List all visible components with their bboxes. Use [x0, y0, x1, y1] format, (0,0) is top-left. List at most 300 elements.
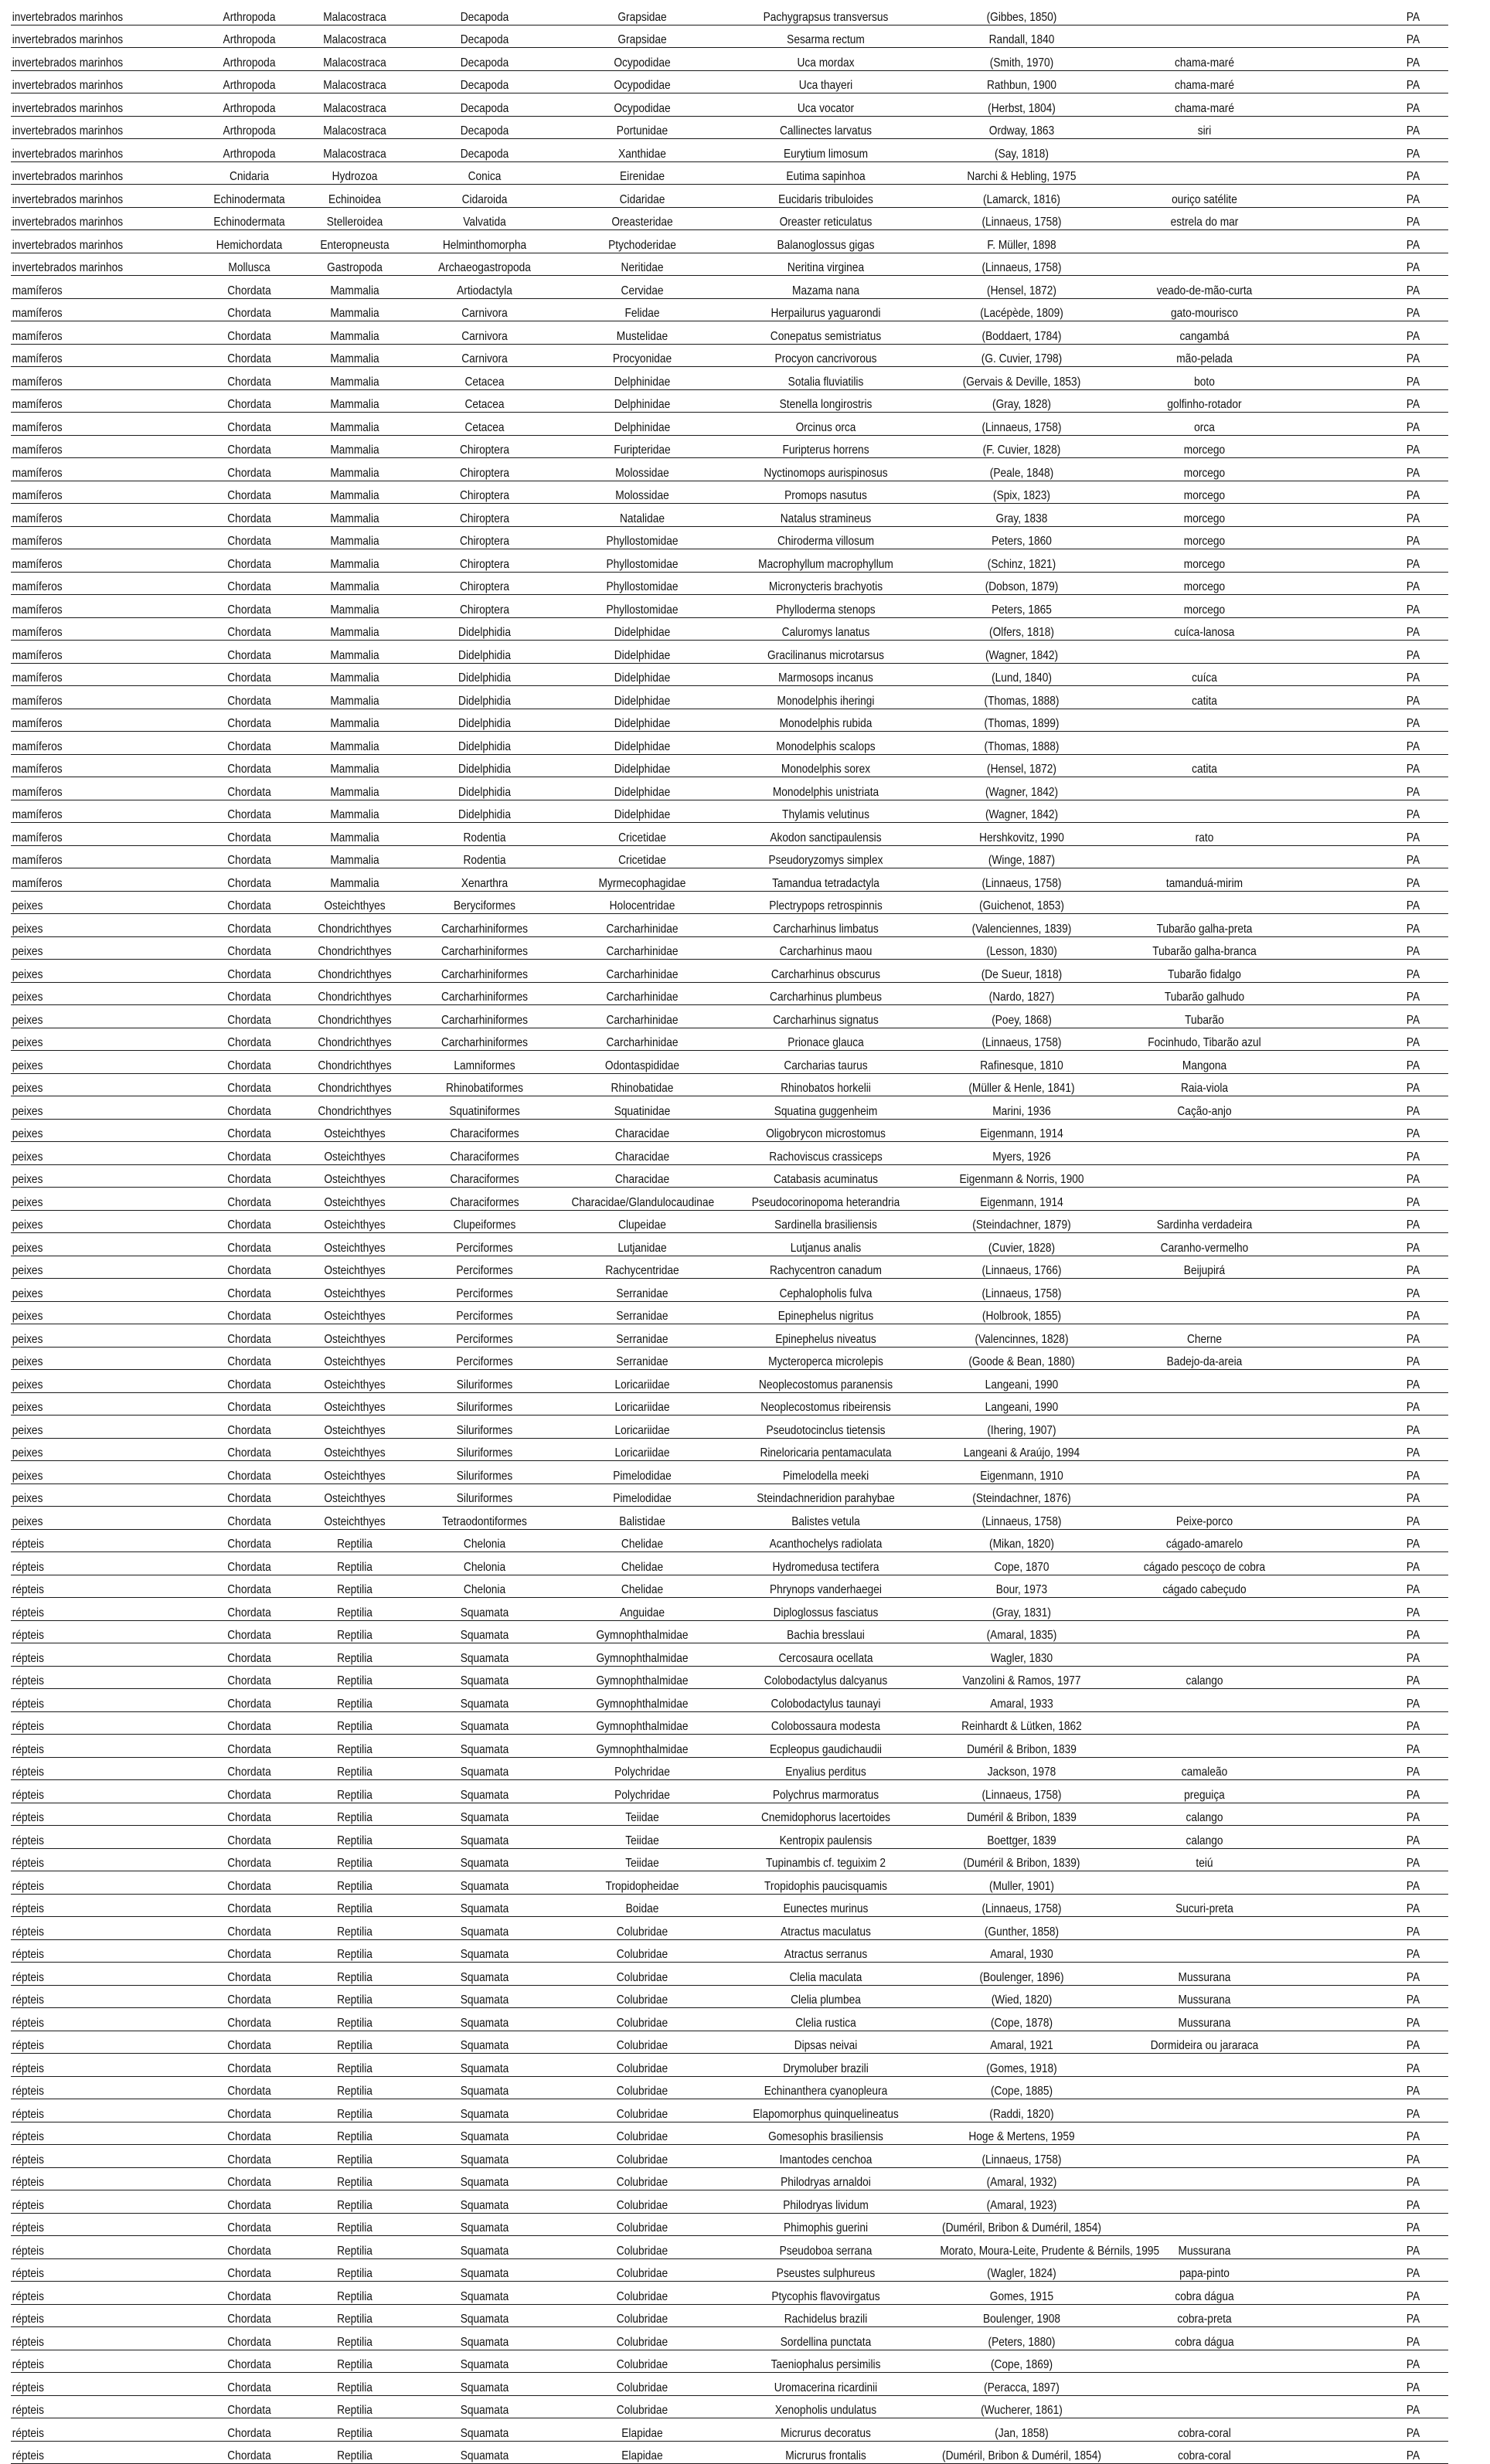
table-cell: PA [1382, 1461, 1444, 1484]
table-row [11, 1985, 1448, 2008]
table-cell: PA [1382, 93, 1444, 117]
table-cell: cágado pescoço de cobra [1127, 1552, 1283, 1575]
table-cell: Micronycteris brachyotis [736, 572, 915, 595]
table-cell: Holocentridae [570, 891, 715, 914]
table-cell: Squamata [418, 1643, 551, 1667]
table-cell: Reptilia [307, 1985, 402, 2008]
table-cell: Ocypodidae [570, 70, 715, 93]
table-cell: Osteichthyes [307, 1438, 402, 1461]
table-cell: Rachycentridae [570, 1256, 715, 1279]
table-cell: Didelphidae [570, 686, 715, 709]
table-cell: Mammalia [307, 663, 402, 686]
table-cell: Serranidae [570, 1347, 715, 1370]
table-row [11, 1233, 1448, 1256]
table-cell: Atractus serranus [736, 1939, 915, 1963]
table-cell [1298, 1826, 1373, 1849]
table-cell: Squamata [418, 2213, 551, 2236]
table-cell: PA [1382, 686, 1444, 709]
table-cell: Chordata [204, 1643, 294, 1667]
table-cell: PA [1382, 1164, 1444, 1188]
table-cell: Valvatida [418, 207, 551, 230]
table-row [11, 641, 1448, 664]
table-cell: (Muller, 1901) [939, 1871, 1105, 1895]
table-row [11, 1279, 1448, 1302]
table-cell: Mammalia [307, 845, 402, 868]
table-cell: Caluromys lanatus [736, 617, 915, 641]
table-cell: Carcharhinus limbatus [736, 914, 915, 937]
table-cell: PA [1382, 2213, 1444, 2236]
table-cell: mamíferos [11, 389, 175, 413]
table-cell: mamíferos [11, 435, 175, 458]
table-cell: Reptilia [307, 2395, 402, 2418]
table-cell: Rodentia [418, 823, 551, 846]
table-cell: Didelphidia [418, 686, 551, 709]
table-cell [1127, 1416, 1283, 1439]
table-cell: Didelphidae [570, 777, 715, 800]
table-row [11, 2213, 1448, 2236]
table-cell: Ocypodidae [570, 93, 715, 117]
table-cell: Promops nasutus [736, 481, 915, 504]
table-cell: (Lesson, 1830) [939, 936, 1105, 960]
table-cell: Diploglossus fasciatus [736, 1598, 915, 1621]
table-cell: Chordata [204, 1871, 294, 1895]
table-cell: PA [1382, 2304, 1444, 2327]
table-cell [1298, 960, 1373, 983]
table-row [11, 2167, 1448, 2190]
table-cell: Osteichthyes [307, 1164, 402, 1188]
table-cell: Cercosaura ocellata [736, 1643, 915, 1667]
table-cell: Reptilia [307, 2008, 402, 2031]
table-cell: Reptilia [307, 2350, 402, 2373]
table-cell: Didelphidae [570, 754, 715, 777]
table-cell: calango [1127, 1803, 1283, 1826]
table-cell: Herpailurus yaguarondi [736, 298, 915, 321]
table-cell: PA [1382, 1392, 1444, 1416]
table-cell: Chordata [204, 344, 294, 367]
table-cell: (Lacépède, 1809) [939, 298, 1105, 321]
table-cell: Didelphidia [418, 800, 551, 823]
table-cell [1298, 800, 1373, 823]
table-row [11, 230, 1448, 253]
table-cell: Ordway, 1863 [939, 116, 1105, 139]
table-cell: peixes [11, 1416, 175, 1439]
table-cell [1127, 1871, 1283, 1895]
table-row [11, 25, 1448, 48]
table-cell: Boulenger, 1908 [939, 2304, 1105, 2327]
table-cell: Rodentia [418, 845, 551, 868]
table-cell: Echinanthera cyanopleura [736, 2076, 915, 2099]
table-cell: mamíferos [11, 617, 175, 641]
table-cell: (Amaral, 1932) [939, 2167, 1105, 2190]
table-cell: Mammalia [307, 732, 402, 755]
table-cell [1298, 2, 1373, 25]
table-cell: Chordata [204, 435, 294, 458]
table-cell: Colubridae [570, 1939, 715, 1963]
table-cell: répteis [11, 1735, 175, 1758]
table-cell: Carcharhinidae [570, 936, 715, 960]
table-cell: (Smith, 1970) [939, 48, 1105, 71]
table-cell: Procyonidae [570, 344, 715, 367]
table-cell: Chordata [204, 2076, 294, 2099]
table-cell: Delphinidae [570, 367, 715, 390]
table-cell [1298, 1301, 1373, 1324]
table-cell: peixes [11, 1096, 175, 1120]
table-cell [1127, 2122, 1283, 2145]
table-cell: Prionace glauca [736, 1028, 915, 1051]
table-cell: Chordata [204, 2008, 294, 2031]
table-row [11, 93, 1448, 117]
table-cell: Tetraodontiformes [418, 1507, 551, 1530]
table-cell: Osteichthyes [307, 1256, 402, 1279]
table-cell: Reptilia [307, 2327, 402, 2350]
table-cell: Squamata [418, 2099, 551, 2122]
table-cell: mamíferos [11, 823, 175, 846]
table-cell: cobra dágua [1127, 2327, 1283, 2350]
table-cell: Cricetidae [570, 845, 715, 868]
table-cell: mamíferos [11, 549, 175, 573]
table-cell: PA [1382, 1689, 1444, 1712]
table-cell [1298, 276, 1373, 299]
table-row [11, 2031, 1448, 2054]
table-cell: Osteichthyes [307, 1279, 402, 1302]
table-cell: (Wagler, 1824) [939, 2258, 1105, 2282]
table-cell: PA [1382, 481, 1444, 504]
table-cell: Reptilia [307, 2190, 402, 2214]
table-cell: PA [1382, 2054, 1444, 2077]
table-row [11, 1552, 1448, 1575]
table-cell: Gymnophthalmidae [570, 1735, 715, 1758]
table-cell: Peters, 1860 [939, 526, 1105, 549]
table-row [11, 1666, 1448, 1689]
table-cell: Perciformes [418, 1256, 551, 1279]
table-cell: Langeani, 1990 [939, 1370, 1105, 1393]
table-cell: Tubarão galhudo [1127, 982, 1283, 1005]
table-cell: PA [1382, 207, 1444, 230]
table-cell: Reptilia [307, 2258, 402, 2282]
table-cell: PA [1382, 595, 1444, 618]
table-cell: Elapidae [570, 2418, 715, 2442]
table-cell: mamíferos [11, 686, 175, 709]
table-cell: Chordata [204, 914, 294, 937]
table-cell: PA [1382, 1324, 1444, 1348]
table-cell: PA [1382, 1620, 1444, 1643]
table-cell: PA [1382, 1483, 1444, 1507]
table-row [11, 732, 1448, 755]
table-cell: Rachidelus brazili [736, 2304, 915, 2327]
table-cell [1298, 298, 1373, 321]
table-cell [1298, 641, 1373, 664]
table-cell: Chordata [204, 2236, 294, 2259]
table-cell: Chiroptera [418, 595, 551, 618]
table-cell: Serranidae [570, 1279, 715, 1302]
table-cell: Osteichthyes [307, 1347, 402, 1370]
table-row [11, 2418, 1448, 2442]
table-cell: Mammalia [307, 549, 402, 573]
table-cell: Malacostraca [307, 25, 402, 48]
table-cell: répteis [11, 1666, 175, 1689]
table-cell: PA [1382, 1803, 1444, 1826]
table-cell: Mustelidae [570, 321, 715, 345]
table-cell: Osteichthyes [307, 1233, 402, 1256]
table-cell: Echinodermata [204, 185, 294, 208]
table-cell [1127, 1142, 1283, 1165]
table-cell [1298, 1689, 1373, 1712]
table-cell: PA [1382, 1529, 1444, 1552]
table-cell: Chordata [204, 2282, 294, 2305]
table-cell: (Linnaeus, 1758) [939, 1894, 1105, 1917]
table-cell: PA [1382, 185, 1444, 208]
table-cell: Chordata [204, 1711, 294, 1735]
table-cell: Chelidae [570, 1575, 715, 1598]
table-cell: Chordata [204, 1370, 294, 1393]
table-cell: PA [1382, 754, 1444, 777]
table-cell [1298, 367, 1373, 390]
table-cell: répteis [11, 2054, 175, 2077]
table-cell: Macrophyllum macrophyllum [736, 549, 915, 573]
table-cell: Reptilia [307, 2282, 402, 2305]
table-cell: Taeniophalus persimilis [736, 2350, 915, 2373]
table-cell: Chelonia [418, 1552, 551, 1575]
table-cell: preguiça [1127, 1780, 1283, 1803]
table-cell: Boettger, 1839 [939, 1826, 1105, 1849]
table-cell: Chondrichthyes [307, 1096, 402, 1120]
table-cell: PA [1382, 800, 1444, 823]
table-row [11, 1711, 1448, 1735]
table-cell: Carcharhinidae [570, 960, 715, 983]
table-cell: Chiroptera [418, 504, 551, 527]
table-cell: (Wagner, 1842) [939, 641, 1105, 664]
table-cell [1298, 2441, 1373, 2464]
table-cell: Chordata [204, 298, 294, 321]
table-cell: Squatinidae [570, 1096, 715, 1120]
table-row [11, 276, 1448, 299]
table-cell [1127, 2145, 1283, 2168]
table-cell [1298, 230, 1373, 253]
table-cell: Characiformes [418, 1188, 551, 1211]
table-cell: Hydromedusa tectifera [736, 1552, 915, 1575]
table-cell: Squamata [418, 2031, 551, 2054]
table-cell: Didelphidae [570, 617, 715, 641]
table-cell: Boidae [570, 1894, 715, 1917]
table-cell [1298, 1483, 1373, 1507]
table-cell [1127, 1301, 1283, 1324]
table-cell: Chordata [204, 481, 294, 504]
table-cell: Chordata [204, 617, 294, 641]
table-cell: Sotalia fluviatilis [736, 367, 915, 390]
table-cell: PA [1382, 1735, 1444, 1758]
table-cell: Reptilia [307, 1939, 402, 1963]
table-row [11, 2373, 1448, 2396]
table-cell: Siluriformes [418, 1438, 551, 1461]
table-cell: Phimophis guerini [736, 2213, 915, 2236]
table-cell: Osteichthyes [307, 1507, 402, 1530]
table-cell: chama-maré [1127, 70, 1283, 93]
table-cell [1127, 1461, 1283, 1484]
table-cell: Chordata [204, 1598, 294, 1621]
table-cell: Reptilia [307, 2418, 402, 2442]
table-cell: Malacostraca [307, 139, 402, 162]
table-cell: siri [1127, 116, 1283, 139]
table-cell: Elapomorphus quinquelineatus [736, 2099, 915, 2122]
table-cell: PA [1382, 2122, 1444, 2145]
table-cell [1298, 1005, 1373, 1028]
table-cell: Colobossaura modesta [736, 1711, 915, 1735]
table-cell [1127, 2350, 1283, 2373]
table-cell [1298, 25, 1373, 48]
table-cell: (Wied, 1820) [939, 1985, 1105, 2008]
table-cell: (Nardo, 1827) [939, 982, 1105, 1005]
table-cell: PA [1382, 253, 1444, 276]
table-cell: Didelphidae [570, 732, 715, 755]
table-cell: (Thomas, 1899) [939, 709, 1105, 732]
table-cell: PA [1382, 914, 1444, 937]
table-cell [1298, 2008, 1373, 2031]
table-cell: Carcharhinus signatus [736, 1005, 915, 1028]
table-cell: Carcharhinus maou [736, 936, 915, 960]
table-cell: Eigenmann, 1914 [939, 1119, 1105, 1142]
table-row [11, 344, 1448, 367]
table-cell: (Gervais & Deville, 1853) [939, 367, 1105, 390]
table-cell: Decapoda [418, 25, 551, 48]
table-cell: Siluriformes [418, 1370, 551, 1393]
table-cell [1127, 2213, 1283, 2236]
table-cell: Mycteroperca microlepis [736, 1347, 915, 1370]
table-cell: Ocypodidae [570, 48, 715, 71]
table-cell: Squamata [418, 1666, 551, 1689]
table-cell [1298, 1438, 1373, 1461]
table-cell: (Linnaeus, 1758) [939, 1279, 1105, 1302]
table-cell: répteis [11, 1711, 175, 1735]
table-cell: Chondrichthyes [307, 1005, 402, 1028]
table-cell: invertebrados marinhos [11, 139, 175, 162]
table-cell: Monodelphis scalops [736, 732, 915, 755]
table-cell: invertebrados marinhos [11, 230, 175, 253]
table-cell: PA [1382, 1347, 1444, 1370]
table-cell: Conica [418, 161, 551, 185]
table-cell: Chordata [204, 641, 294, 664]
table-cell: PA [1382, 1963, 1444, 1986]
table-cell: Reptilia [307, 1963, 402, 1986]
table-cell [1298, 1051, 1373, 1074]
table-cell: PA [1382, 1005, 1444, 1028]
table-row [11, 891, 1448, 914]
table-cell: Rafinesque, 1810 [939, 1051, 1105, 1074]
table-cell: Characiformes [418, 1142, 551, 1165]
table-cell: PA [1382, 2327, 1444, 2350]
table-cell: Natalus stramineus [736, 504, 915, 527]
table-cell [1298, 982, 1373, 1005]
table-cell: invertebrados marinhos [11, 48, 175, 71]
table-row [11, 1735, 1448, 1758]
table-cell: (Thomas, 1888) [939, 732, 1105, 755]
table-cell: (Gomes, 1918) [939, 2054, 1105, 2077]
table-row [11, 1598, 1448, 1621]
table-row [11, 1324, 1448, 1348]
table-cell: Decapoda [418, 2, 551, 25]
table-cell: Colubridae [570, 2282, 715, 2305]
table-cell: Carcharhiniformes [418, 982, 551, 1005]
table-cell: Chordata [204, 1347, 294, 1370]
table-cell: Mammalia [307, 823, 402, 846]
table-cell: Duméril & Bribon, 1839 [939, 1735, 1105, 1758]
table-cell: PA [1382, 1643, 1444, 1667]
table-cell: Phyllostomidae [570, 549, 715, 573]
table-cell: Arthropoda [204, 139, 294, 162]
table-row [11, 617, 1448, 641]
table-cell: PA [1382, 458, 1444, 481]
table-cell: Characidae [570, 1119, 715, 1142]
table-cell: Chordata [204, 1939, 294, 1963]
table-cell [1298, 1324, 1373, 1348]
table-cell: Sardinha verdadeira [1127, 1210, 1283, 1233]
table-cell: PA [1382, 982, 1444, 1005]
table-cell: Siluriformes [418, 1461, 551, 1484]
table-cell: Colubridae [570, 2031, 715, 2054]
table-cell: PA [1382, 1666, 1444, 1689]
table-cell: Stelleroidea [307, 207, 402, 230]
table-cell: Chordata [204, 2258, 294, 2282]
table-cell: Chondrichthyes [307, 1028, 402, 1051]
table-cell: Reptilia [307, 1803, 402, 1826]
table-cell [1298, 868, 1373, 892]
table-cell [1298, 1917, 1373, 1940]
table-cell: Squamata [418, 1871, 551, 1895]
table-cell: Squamata [418, 2350, 551, 2373]
table-cell: cágado-amarelo [1127, 1529, 1283, 1552]
table-cell: peixes [11, 1461, 175, 1484]
table-cell: Amaral, 1930 [939, 1939, 1105, 1963]
table-cell: mamíferos [11, 732, 175, 755]
table-cell: Chordata [204, 1051, 294, 1074]
table-cell: Langeani, 1990 [939, 1392, 1105, 1416]
table-cell: (G. Cuvier, 1798) [939, 344, 1105, 367]
table-row [11, 1210, 1448, 1233]
table-cell: (Gray, 1831) [939, 1598, 1105, 1621]
table-cell [1298, 207, 1373, 230]
table-cell [1127, 2395, 1283, 2418]
table-cell: morcego [1127, 435, 1283, 458]
table-cell: Reptilia [307, 1711, 402, 1735]
table-cell [1127, 1188, 1283, 1211]
table-cell: mamíferos [11, 526, 175, 549]
table-cell [1298, 1643, 1373, 1667]
table-cell: peixes [11, 1324, 175, 1348]
table-row [11, 1575, 1448, 1598]
table-cell: Phyllostomidae [570, 595, 715, 618]
table-cell: Raia-viola [1127, 1073, 1283, 1096]
table-cell: Tamandua tetradactyla [736, 868, 915, 892]
table-cell: Anguidae [570, 1598, 715, 1621]
table-cell [1298, 1552, 1373, 1575]
table-cell: Chordata [204, 1985, 294, 2008]
table-cell: (Peters, 1880) [939, 2327, 1105, 2350]
table-cell: Mammalia [307, 389, 402, 413]
table-cell [1127, 1643, 1283, 1667]
table-cell [1298, 1620, 1373, 1643]
table-cell: Micrurus frontalis [736, 2441, 915, 2464]
table-cell: (Herbst, 1804) [939, 93, 1105, 117]
table-row [11, 2327, 1448, 2350]
table-cell: Squamata [418, 1620, 551, 1643]
table-cell: Reptilia [307, 1529, 402, 1552]
table-cell [1127, 25, 1283, 48]
table-row [11, 1301, 1448, 1324]
table-cell [1127, 2373, 1283, 2396]
table-cell: Osteichthyes [307, 1483, 402, 1507]
table-cell: Reptilia [307, 2441, 402, 2464]
table-cell: PA [1382, 1142, 1444, 1165]
table-cell: Mammalia [307, 458, 402, 481]
